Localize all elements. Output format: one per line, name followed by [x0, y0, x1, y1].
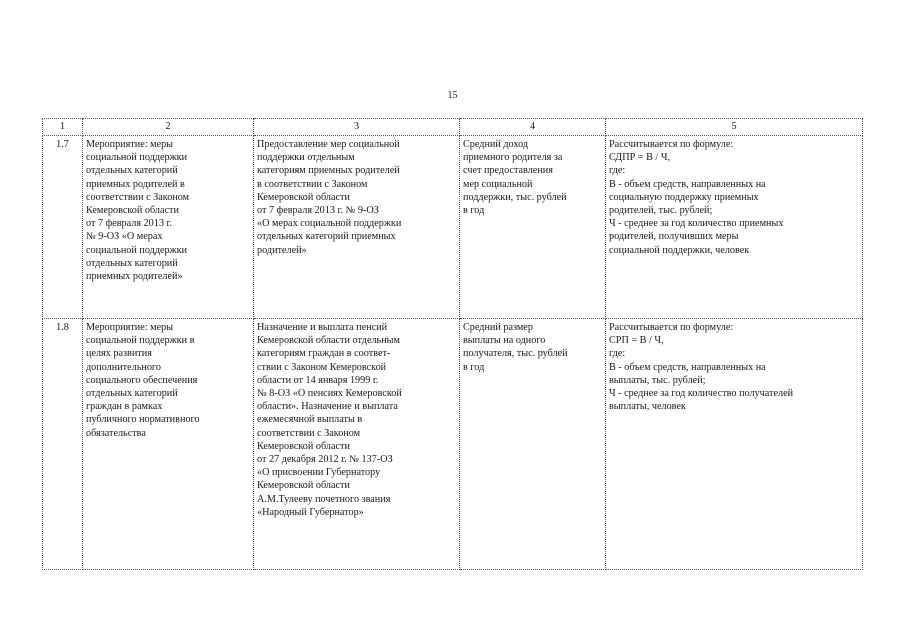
measure-cell: Мероприятие: меры социальной поддержки отдельных категорий приемных родителей в соответствии с Законом Кемеровской области от 7 февраля 2013 г. № 9-ОЗ «О мерах социальной поддержки отдельных категорий приемных родителей»: [83, 136, 254, 319]
column-header-3: 3: [254, 119, 460, 136]
table-row: [43, 136, 863, 319]
indicator-cell: Средний доход приемного родителя за счет предоставления мер социальной поддержки, тыс. рублей в год: [460, 136, 606, 319]
table-row: [43, 319, 863, 570]
formula-cell: Рассчитывается по формуле: СДПР = В / Ч, где: В - объем средств, направленных на социальную поддержку приемных родителей, тыс. рублей; Ч - среднее за год количество приемных родителей, получивших меры социальной поддержки, человек: [606, 136, 863, 319]
column-header-1: 1: [43, 119, 83, 136]
row-number: 1.8: [43, 319, 83, 570]
column-header-2: 2: [83, 119, 254, 136]
row-number: 1.7: [43, 136, 83, 319]
description-cell: Назначение и выплата пенсий Кемеровской области отдельным категориям граждан в соответ- ствии с Законом Кемеровской области от 14 января 1999 г. № 8-ОЗ «О пенсиях Кемеровской области». Назначение и выплата ежемесячной выплаты в соответствии с Законом Кемеровской области от 27 декабря 2012 г. № 137-ОЗ «О присвоении Губернатору Кемеровской области А.М.Тулееву почетного звания «Народный Губернатор»: [254, 319, 460, 570]
table-header-row: [43, 119, 863, 136]
formula-cell: Рассчитывается по формуле: СРП = В / Ч, где: В - объем средств, направленных на выплаты, тыс. рублей; Ч - среднее за год количество получателей выплаты, человек: [606, 319, 863, 570]
page-number: 15: [447, 90, 458, 101]
measures-table: [42, 118, 863, 570]
column-header-5: 5: [606, 119, 863, 136]
indicator-cell: Средний размер выплаты на одного получателя, тыс. рублей в год: [460, 319, 606, 570]
description-cell: Предоставление мер социальной поддержки отдельным категориям приемных родителей в соответствии с Законом Кемеровской области от 7 февраля 2013 г. № 9-ОЗ «О мерах социальной поддержки отдельных категорий приемных родителей»: [254, 136, 460, 319]
column-header-4: 4: [460, 119, 606, 136]
measure-cell: Мероприятие: меры социальной поддержки в целях развития дополнительного социального обеспечения отдельных категорий граждан в рамках публичного нормативного обязательства: [83, 319, 254, 570]
